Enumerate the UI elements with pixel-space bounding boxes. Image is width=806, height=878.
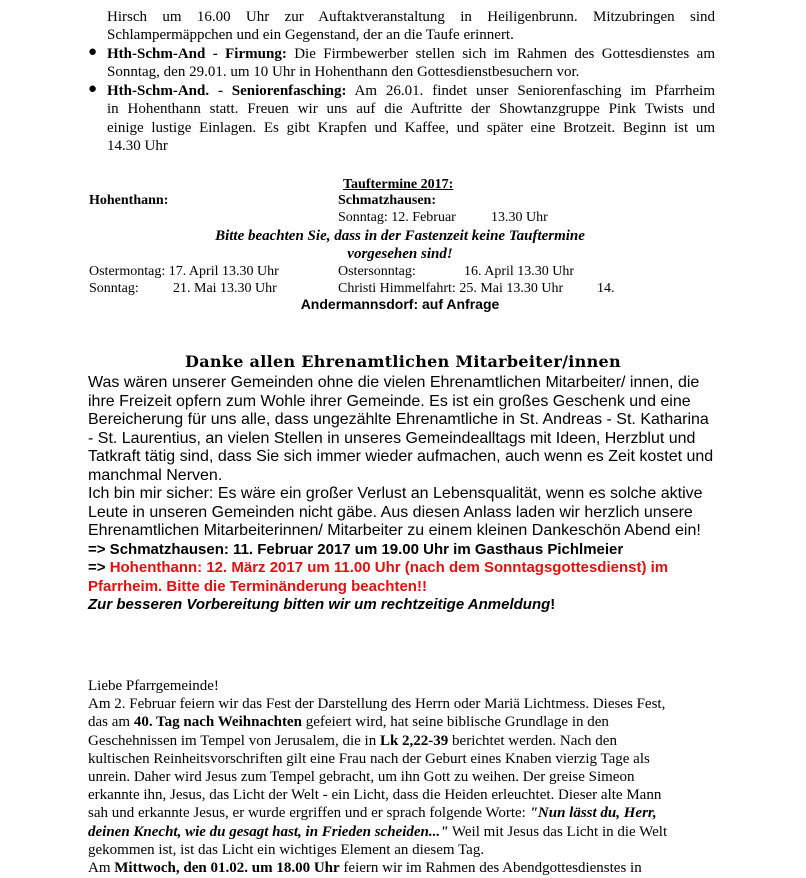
tauf-row2-mid: Christi Himmelfahrt: 25. Mai 13.30 Uhr <box>338 281 564 296</box>
letter-emphasis: Lk 2,22-39 <box>379 732 449 749</box>
intro-paragraph <box>107 8 715 45</box>
letter <box>88 677 710 877</box>
letter-text: berichtet werden. Nach den <box>448 732 617 749</box>
letter-line: Am 2. Februar feiern wir das Fest der Darstellung des Herrn oder Mariä Lichtmess. Dieses Fest, <box>88 696 666 713</box>
tauf-row1-left: Ostermontag: 17. April 13.30 Uhr <box>89 264 279 279</box>
letter-text: sah und erkannte Jesus, er wurde ergriffen und er sprach folgende Worte: <box>88 805 530 822</box>
bullet-text: 14.30 Uhr <box>107 137 168 154</box>
bullet-seniorenfasching <box>107 82 715 155</box>
bullet-icon: ● <box>88 44 98 60</box>
letter-quote: "Nun lässt du, Herr, <box>529 805 657 822</box>
tauf-note-line: vorgesehen sind! <box>347 246 453 262</box>
bullet-text: Am 26.01. findet unser Seniorenfasching im Pfarrheim <box>346 83 715 99</box>
danke-line: Tatkraft tätig sind, dass Sie sich immer wieder aufmachen, auch wenn es Zeit kostet und <box>88 448 714 465</box>
tauf-note <box>150 227 650 263</box>
tauf-schmatzhausen-heading: Schmatzhausen: <box>338 193 437 208</box>
tauf-schmatz-date: Sonntag: 12. Februar <box>338 210 456 225</box>
tauf-row1-right: 16. April 13.30 Uhr <box>464 264 575 279</box>
letter-line: erkannte ihn, Jesus, das Licht der Welt - ein Licht, dass die Heiden erleuchtet. Dieser alte Mann <box>88 787 662 804</box>
letter-emphasis: Mittwoch, den 01.02. um 18.00 Uhr <box>114 860 340 877</box>
bullet-text: einige lustige Einlagen. Es gibt Krapfen und Kaffee, und später eine Brotzeit. Beginn ist um <box>107 119 715 136</box>
event-arrow: => <box>88 559 110 576</box>
letter-emphasis: 40. Tag nach Weihnachten <box>133 714 302 731</box>
danke-line: - St. Laurentius, an vielen Stellen in unseres Gemeindealltags mit Ideen, Herzblut und <box>88 429 696 447</box>
letter-quote: deinen Knecht, wie du gesagt hast, in Frieden scheiden..." <box>88 823 449 840</box>
bullet-text: Sonntag, den 29.01. um 10 Uhr in Hohenthann den Gottesdienstbesuchern vor. <box>107 64 580 81</box>
letter-text: feiern wir im Rahmen des Abendgottesdienstes in <box>339 860 642 877</box>
danke-line: Leute in unseren Gemeinden nicht gäbe. Aus diesen Anlass laden wir herzlich unsere <box>88 503 693 521</box>
danke-paragraph <box>88 374 718 615</box>
tauftermine-title: Tauftermine 2017: <box>343 177 454 192</box>
tauf-note-line: Bitte beachten Sie, dass in der Fastenzeit keine Tauftermine <box>215 228 585 244</box>
bullet-title: Hth-Schm-And - Firmung: <box>107 46 287 62</box>
closing-text: Zur besseren Vorbereitung bitten wir um rechtzeitige Anmeldung <box>88 596 551 613</box>
letter-line <box>88 823 710 841</box>
intro-line: Schlampermäppchen und ein Gegenstand, der an die Taufe erinnert. <box>107 27 514 44</box>
closing-mark: ! <box>550 596 556 613</box>
letter-text: Weil mit Jesus das Licht in die Welt <box>448 823 668 840</box>
event-hohenthann-text: Pfarrheim. Bitte die Terminänderung beachten!! <box>88 577 427 595</box>
danke-closing <box>88 596 718 615</box>
letter-line: unrein. Daher wird Jesus zum Tempel gebracht, um ihn Gott zu weihen. Der greise Simeon <box>88 769 635 786</box>
letter-text: gefeiert wird, hat seine biblische Grundlage in den <box>301 714 609 731</box>
letter-line: gekommen ist, ist das Licht ein wichtiges Element an diesem Tag. <box>88 841 485 858</box>
tauf-row1-mid: Ostersonntag: <box>338 264 416 279</box>
letter-line <box>88 804 710 822</box>
danke-line: Ehrenamtlichen Mitarbeiterinnen/ Mitarbeiter zu einem kleinen Dankeschön Abend ein! <box>88 522 701 539</box>
tauf-hohenthann-heading: Hohenthann: <box>89 193 169 208</box>
bullet-icon: ● <box>88 81 98 97</box>
event-hohenthann-text: Hohenthann: 12. März 2017 um 11.00 Uhr (nach dem Sonntagsgottesdienst) im <box>109 559 669 576</box>
danke-heading: Danke allen Ehrenamtlichen Mitarbeiter/innen <box>185 352 621 371</box>
tauf-andermannsdorf: Andermannsdorf: auf Anfrage <box>300 296 500 312</box>
tauf-schmatz-time: 13.30 Uhr <box>491 210 548 225</box>
intro-line: Hirsch um 16.00 Uhr zur Auftaktveranstaltung in Heiligenbrunn. Mitzubringen sind <box>107 9 715 25</box>
tauf-row2-right: 14. <box>597 281 615 296</box>
bullet-title: Hth-Schm-And. - Seniorenfasching: <box>107 83 347 99</box>
letter-text: Geschehnissen im Tempel von Jerusalem, die in <box>88 732 380 749</box>
event-schmatzhausen: => Schmatzhausen: 11. Februar 2017 um 19.00 Uhr im Gasthaus Pichlmeier <box>88 540 624 558</box>
danke-line: Bereicherung für uns alle, dass ungezählte Ehrenamtliche in St. Andreas - St. Katharina <box>88 411 709 428</box>
danke-line: manchmal Nerven. <box>88 466 223 484</box>
bullet-firmung <box>107 45 715 82</box>
letter-line <box>88 713 710 731</box>
event-hohenthann <box>88 559 718 578</box>
letter-line <box>88 859 710 877</box>
danke-line: Was wären unserer Gemeinden ohne die vielen Ehrenamtlichen Mitarbeiter/ innen, die <box>88 374 700 391</box>
letter-line: kultischen Reinheitsvorschriften gilt eine Frau nach der Geburt eines Knaben vierzig Tage als <box>88 750 650 767</box>
letter-text: Am <box>88 860 115 877</box>
bullet-text: Die Firmbewerber stellen sich im Rahmen des Gottesdienstes am <box>286 46 715 62</box>
danke-line: ihre Freizeit opfern zum Wohle ihrer Gemeinde. Es ist ein großes Geschenk und eine <box>88 392 691 410</box>
letter-text: das am <box>88 714 134 731</box>
letter-greeting: Liebe Pfarrgemeinde! <box>88 678 219 694</box>
letter-line <box>88 732 710 750</box>
tauf-row2-left-label: Sonntag: <box>89 281 139 296</box>
danke-line: Ich bin mir sicher: Es wäre ein großer Verlust an Lebensqualität, wenn es solche aktive <box>88 485 703 502</box>
bullet-text: in Hohenthann statt. Freuen wir uns auf die Auftritte der Showtanzgruppe Pink Twists und <box>107 101 715 118</box>
tauf-row2-left-date: 21. Mai 13.30 Uhr <box>173 281 277 296</box>
